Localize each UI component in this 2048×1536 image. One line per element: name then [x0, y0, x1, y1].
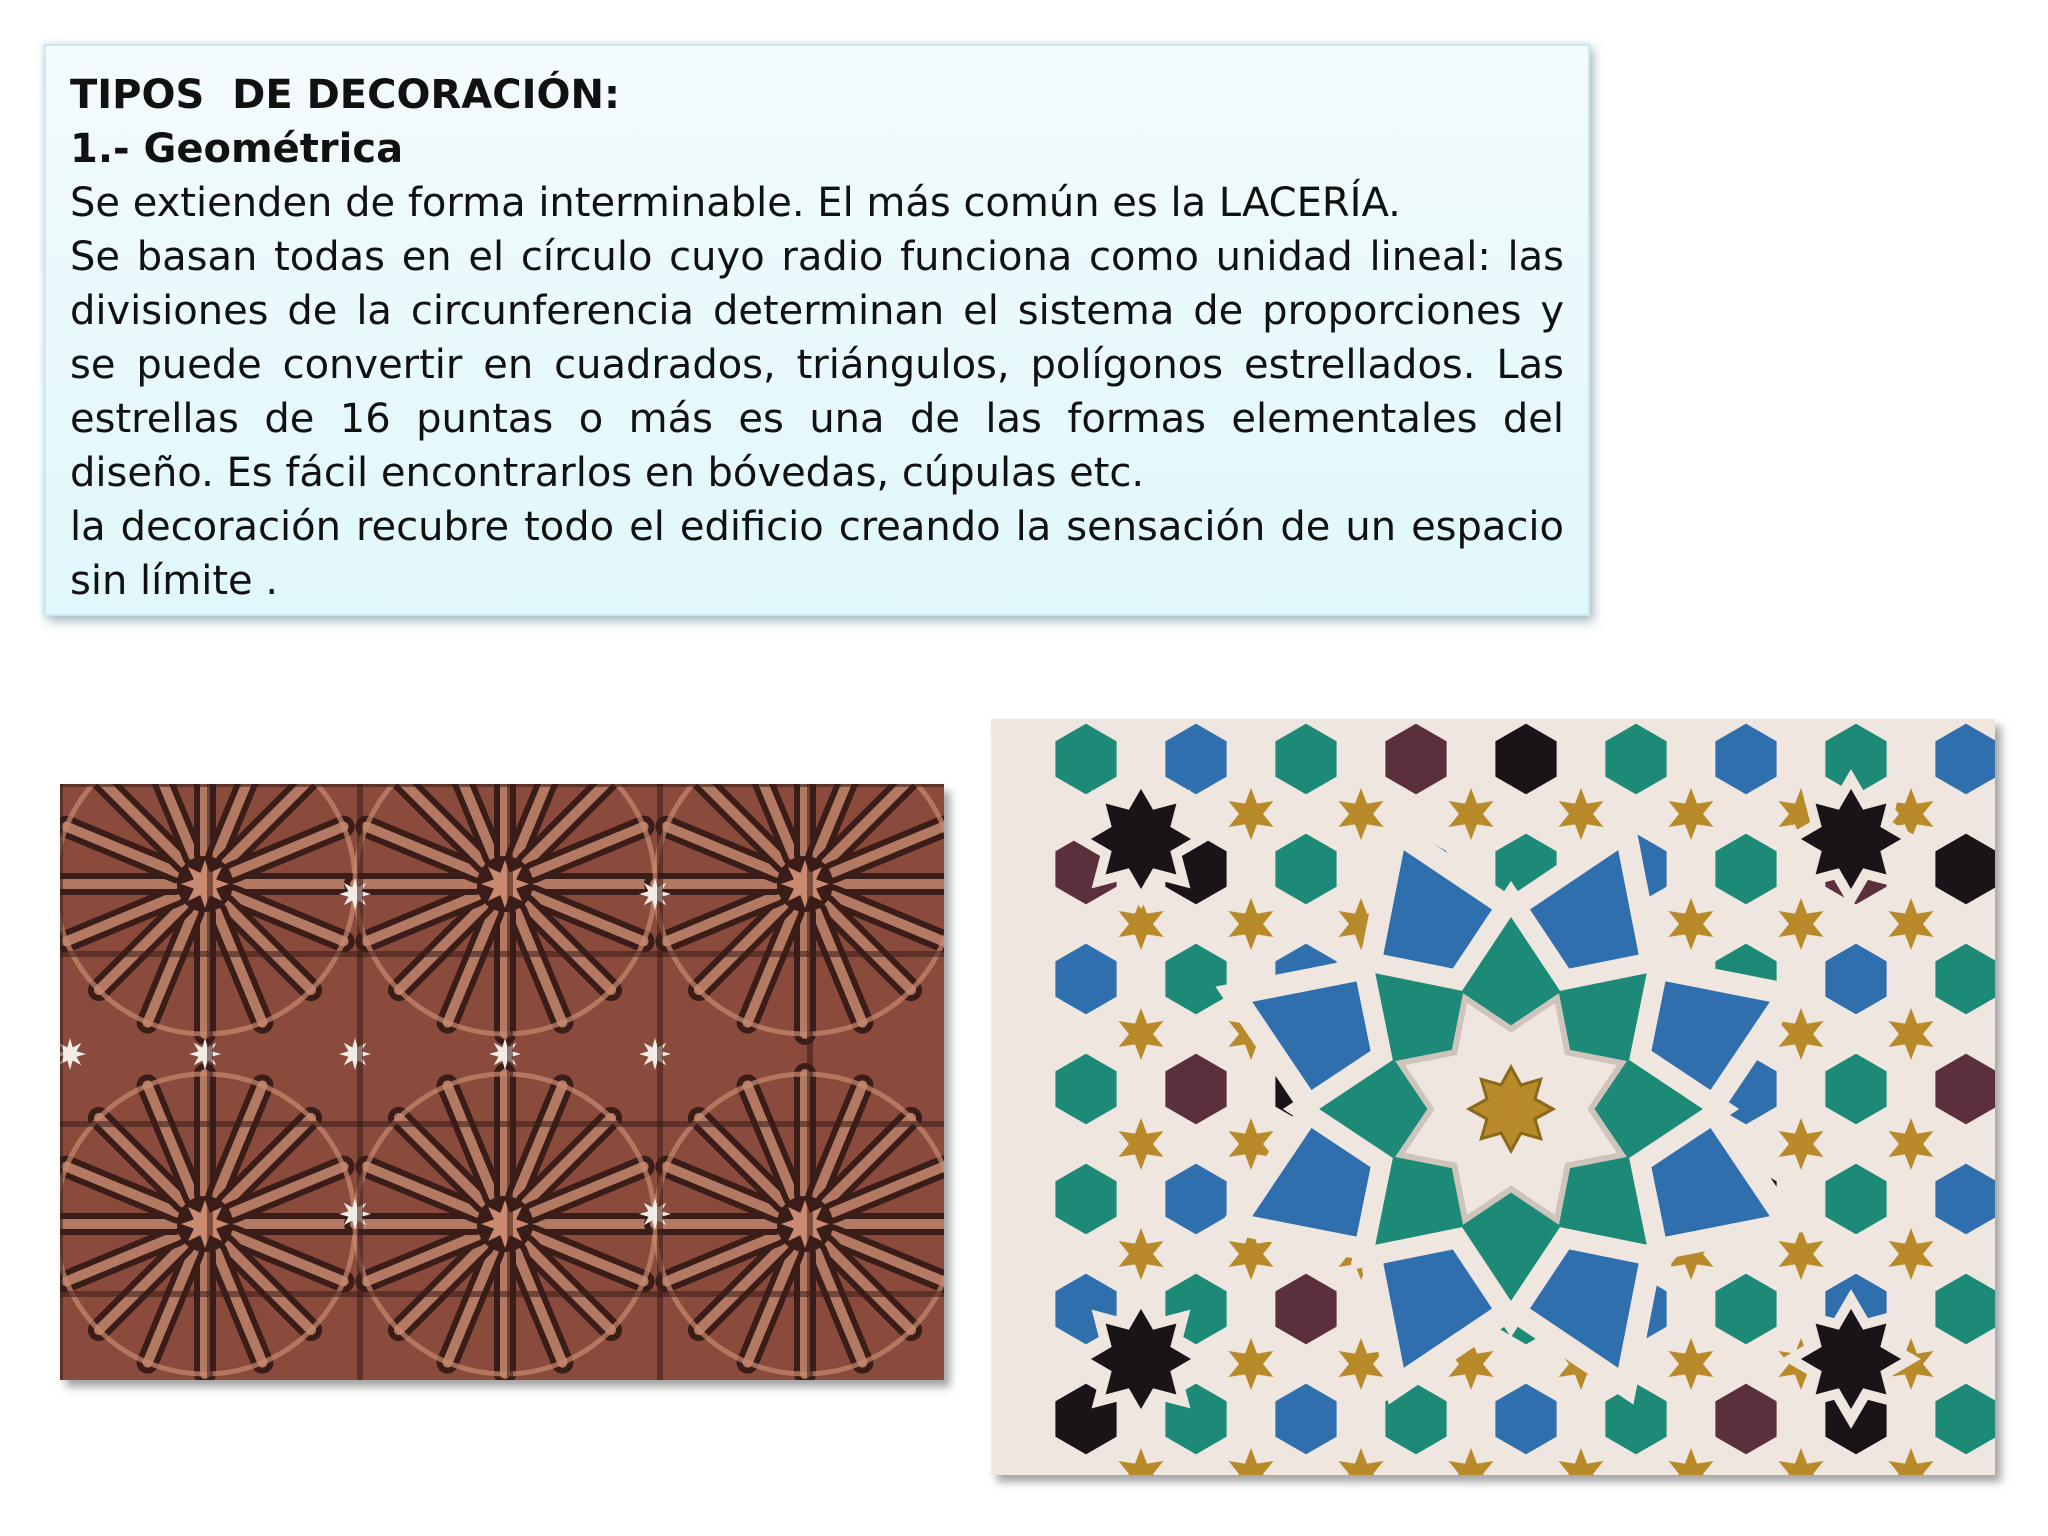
- tile-hexagon: [1931, 719, 1995, 799]
- section-title: TIPOS DE DECORACIÓN:: [70, 72, 620, 118]
- tile-hexagon: [1711, 719, 1780, 799]
- tile-hexagon: [1931, 1269, 1995, 1349]
- wooden-ceiling-image: [60, 784, 944, 1380]
- tile-hexagon: [1931, 829, 1995, 909]
- tile-hexagon: [1931, 1049, 1995, 1129]
- tile-hexagon: [1051, 939, 1120, 1019]
- tile-hexagon: [1271, 719, 1340, 799]
- paragraph-1: Se extienden de forma interminable. El más común es la LACERÍA.: [70, 180, 1401, 226]
- ceiling-star: [189, 1038, 221, 1070]
- tile-mosaic-photo: [991, 719, 1995, 1475]
- paragraph-3: la decoración recubre todo el edificio creando la sensación de un espacio sin límite .: [70, 504, 1564, 604]
- tile-corner-star: [1791, 779, 1911, 899]
- ceiling-star: [639, 878, 671, 910]
- ceiling-rosette: [655, 1074, 944, 1374]
- tile-hexagon: [1271, 1379, 1340, 1459]
- tile-hexagon: [1161, 1049, 1230, 1129]
- ceiling-star: [339, 1198, 371, 1230]
- tile-hexagon: [1051, 1049, 1120, 1129]
- wooden-ceiling-photo: [60, 784, 944, 1380]
- ceiling-star: [339, 1038, 371, 1070]
- tile-hexagon: [1161, 719, 1230, 799]
- tile-hexagon: [1931, 1159, 1995, 1239]
- paragraph-2: Se basan todas en el círculo cuyo radio funciona como unidad lineal: las divisiones de la circunferencia determinan el sistema de proporciones y se puede convertir en cuadrados, triángulos, polígonos estrellados. Las estrellas de 16 puntas o más es una de las formas elementales del diseño. Es fácil encontrarlos en bóvedas, cúpulas etc.: [70, 234, 1564, 496]
- tile-hexagon: [1381, 719, 1450, 799]
- tile-hexagon: [1051, 719, 1120, 799]
- tile-hexagon: [1271, 1269, 1340, 1349]
- ceiling-star: [339, 878, 371, 910]
- tile-hexagon: [1711, 1269, 1780, 1349]
- tile-corner-star: [1081, 1299, 1201, 1419]
- tile-corner-star: [1081, 779, 1201, 899]
- tile-mosaic-image: [991, 719, 1995, 1475]
- tile-hexagon: [1491, 1379, 1560, 1459]
- tile-hexagon: [1271, 829, 1340, 909]
- section-subtitle: 1.- Geométrica: [70, 126, 404, 172]
- tile-hexagon: [1821, 1159, 1890, 1239]
- tile-hexagon: [1931, 939, 1995, 1019]
- ceiling-star: [639, 1198, 671, 1230]
- tile-hexagon: [1601, 719, 1670, 799]
- tile-hexagon: [1711, 829, 1780, 909]
- ceiling-star: [639, 1038, 671, 1070]
- tile-hexagon: [1821, 939, 1890, 1019]
- tile-hexagon: [1161, 939, 1230, 1019]
- ceiling-rosette: [355, 1074, 655, 1374]
- ceiling-star: [489, 1038, 521, 1070]
- tile-hexagon: [1821, 1049, 1890, 1129]
- tile-hexagon: [1931, 1379, 1995, 1459]
- tile-hexagon: [1491, 719, 1560, 799]
- tile-hexagon: [1051, 1159, 1120, 1239]
- tile-hexagon: [1711, 1379, 1780, 1459]
- text-panel: [44, 44, 1590, 616]
- tile-corner-star: [1791, 1299, 1911, 1419]
